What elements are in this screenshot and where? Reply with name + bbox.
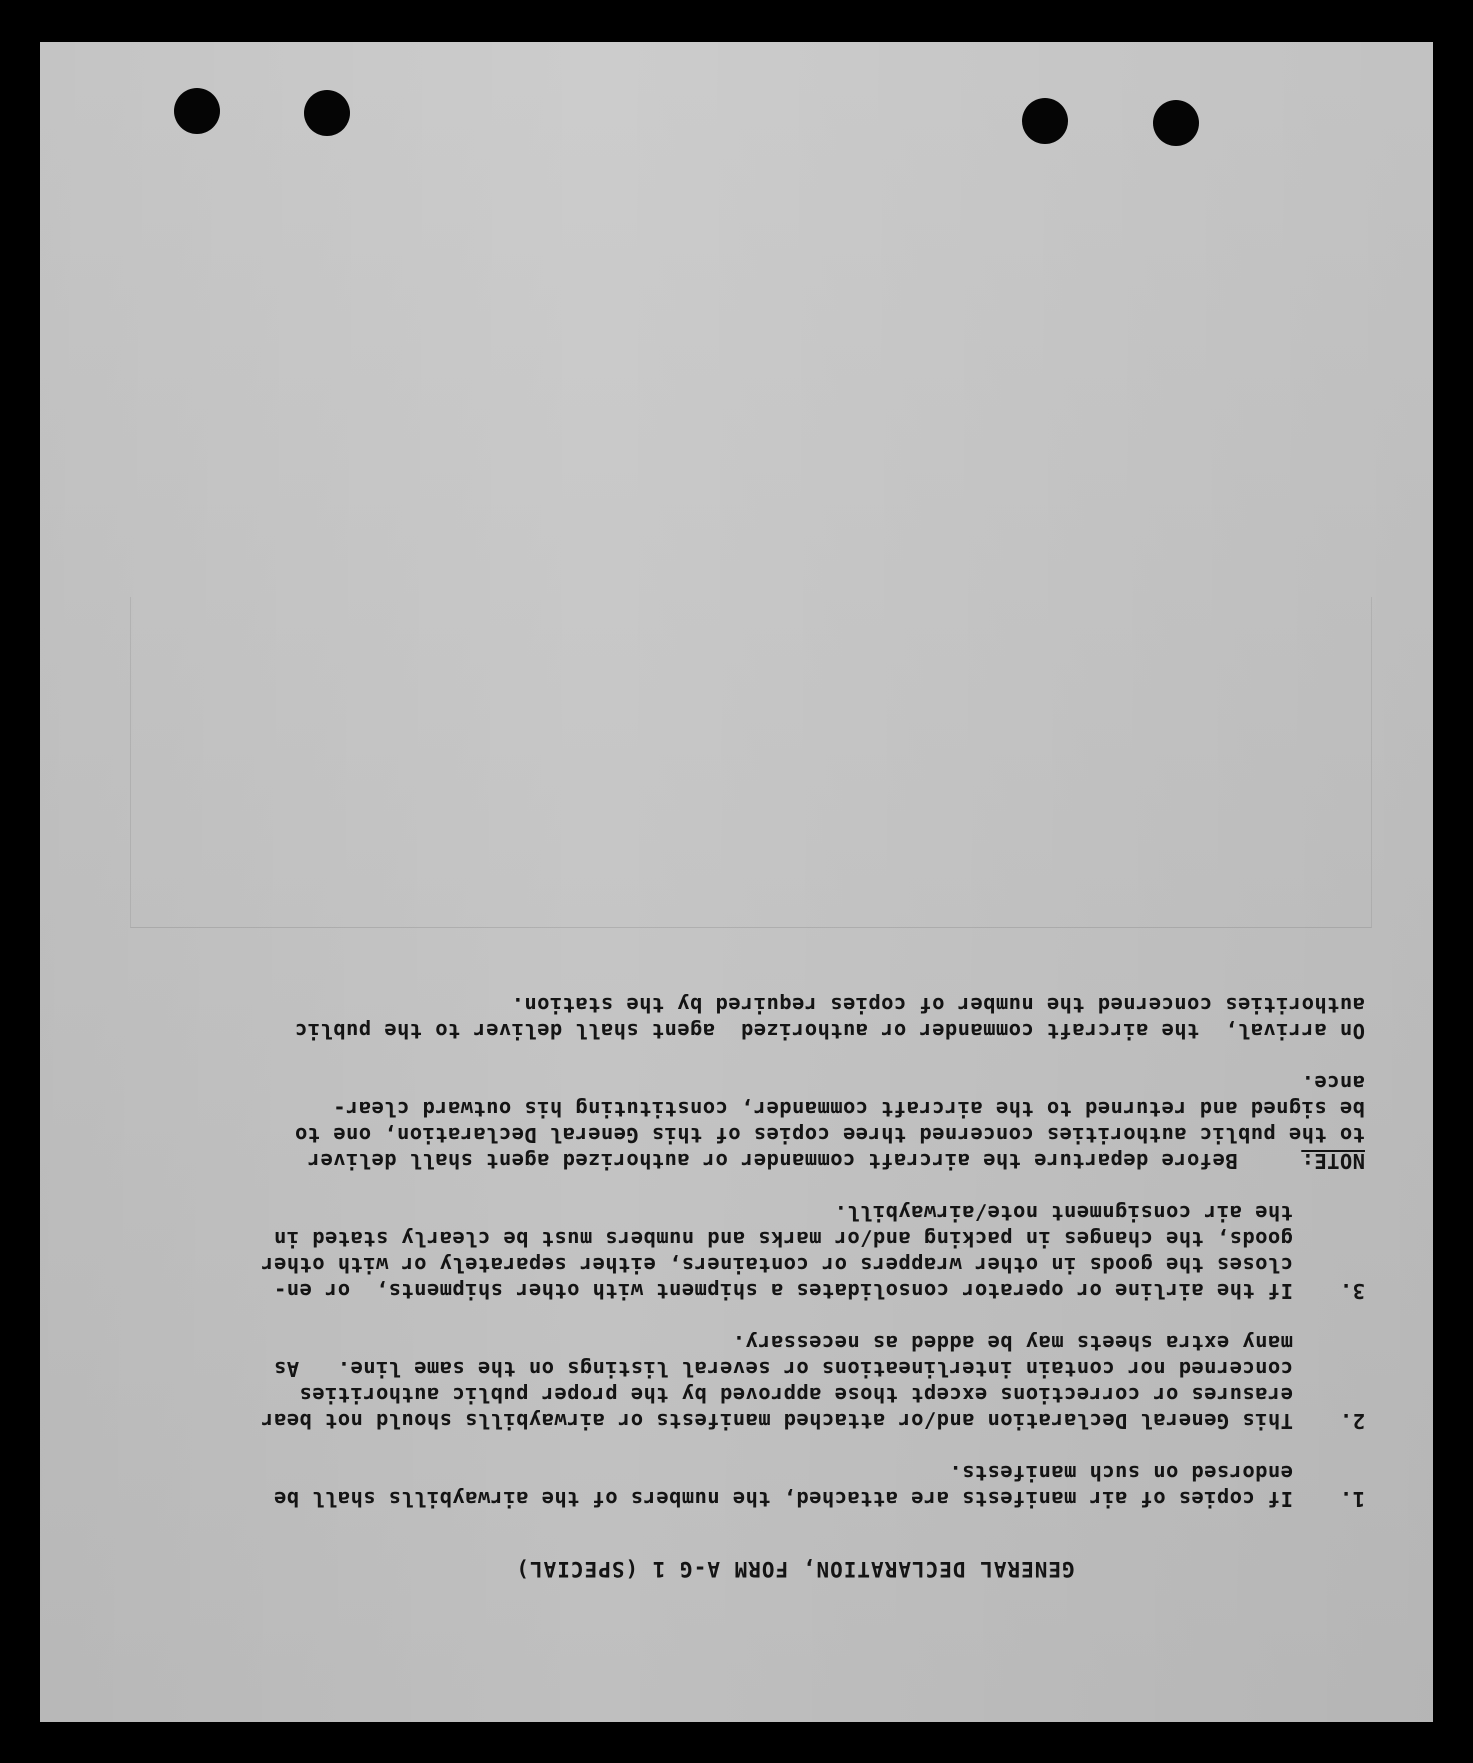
text-line: be signed and returned to the aircraft commander, constituting his outward clear- xyxy=(332,1097,1365,1121)
text-line: This General Declaration and/or attached manifests or airwaybills should not bear xyxy=(260,1409,1293,1433)
text-line: the air consignment note/airwaybill. xyxy=(834,1201,1293,1225)
faint-bleed-through-frame xyxy=(130,597,1372,928)
note-first-line xyxy=(225,1148,1365,1174)
text-line: to the public authorities concerned three copies of this General Declaration, one to xyxy=(294,1123,1365,1147)
text-line: If the airline or operator consolidates a shipment with other shipments, or en- xyxy=(273,1279,1293,1303)
list-item xyxy=(225,1460,1365,1512)
item-number: 2. xyxy=(1339,1409,1365,1433)
text-line: concerned nor contain interlineations or several listings on the same line. As xyxy=(273,1357,1293,1381)
list-item xyxy=(225,1330,1365,1434)
text-line: Before departure the aircraft commander or authorized agent shall deliver xyxy=(307,1149,1302,1173)
note-label: NOTE: xyxy=(1301,1149,1365,1173)
text-line: authorities concerned the number of copies required by the station. xyxy=(511,993,1365,1017)
arrival-paragraph xyxy=(225,992,1365,1044)
upside-down-text-block xyxy=(225,942,1365,1582)
text-line: endorsed on such manifests. xyxy=(948,1461,1293,1485)
list-item xyxy=(225,1200,1365,1304)
text-line: ance. xyxy=(1301,1071,1365,1095)
text-line: erasures or corrections except those approved by the proper public authorities xyxy=(299,1383,1293,1407)
punch-hole xyxy=(1022,98,1068,144)
item-number: 1. xyxy=(1339,1487,1365,1511)
item-text xyxy=(225,1330,1293,1434)
text-line: many extra sheets may be added as necessary. xyxy=(732,1331,1293,1355)
item-text xyxy=(225,1460,1293,1512)
text-line: goods, the changes in packing and/or marks and numbers must be clearly stated in xyxy=(273,1227,1293,1251)
item-number: 3. xyxy=(1339,1279,1365,1303)
document-title: GENERAL DECLARATION, FORM A-G 1 (SPECIAL) xyxy=(515,1557,1075,1581)
text-line: On arrival, the aircraft commander or authorized agent shall deliver to the public xyxy=(294,1019,1365,1043)
note-paragraph xyxy=(225,1070,1365,1174)
text-line: closes the goods in other wrappers or containers, either separately or with other xyxy=(260,1253,1293,1277)
punch-hole xyxy=(174,88,220,134)
text-line: If copies of air manifests are attached, the numbers of the airwaybills shall be xyxy=(273,1487,1293,1511)
document-page xyxy=(40,42,1433,1722)
punch-hole xyxy=(304,90,350,136)
punch-hole xyxy=(1153,100,1199,146)
item-text xyxy=(225,1200,1293,1304)
